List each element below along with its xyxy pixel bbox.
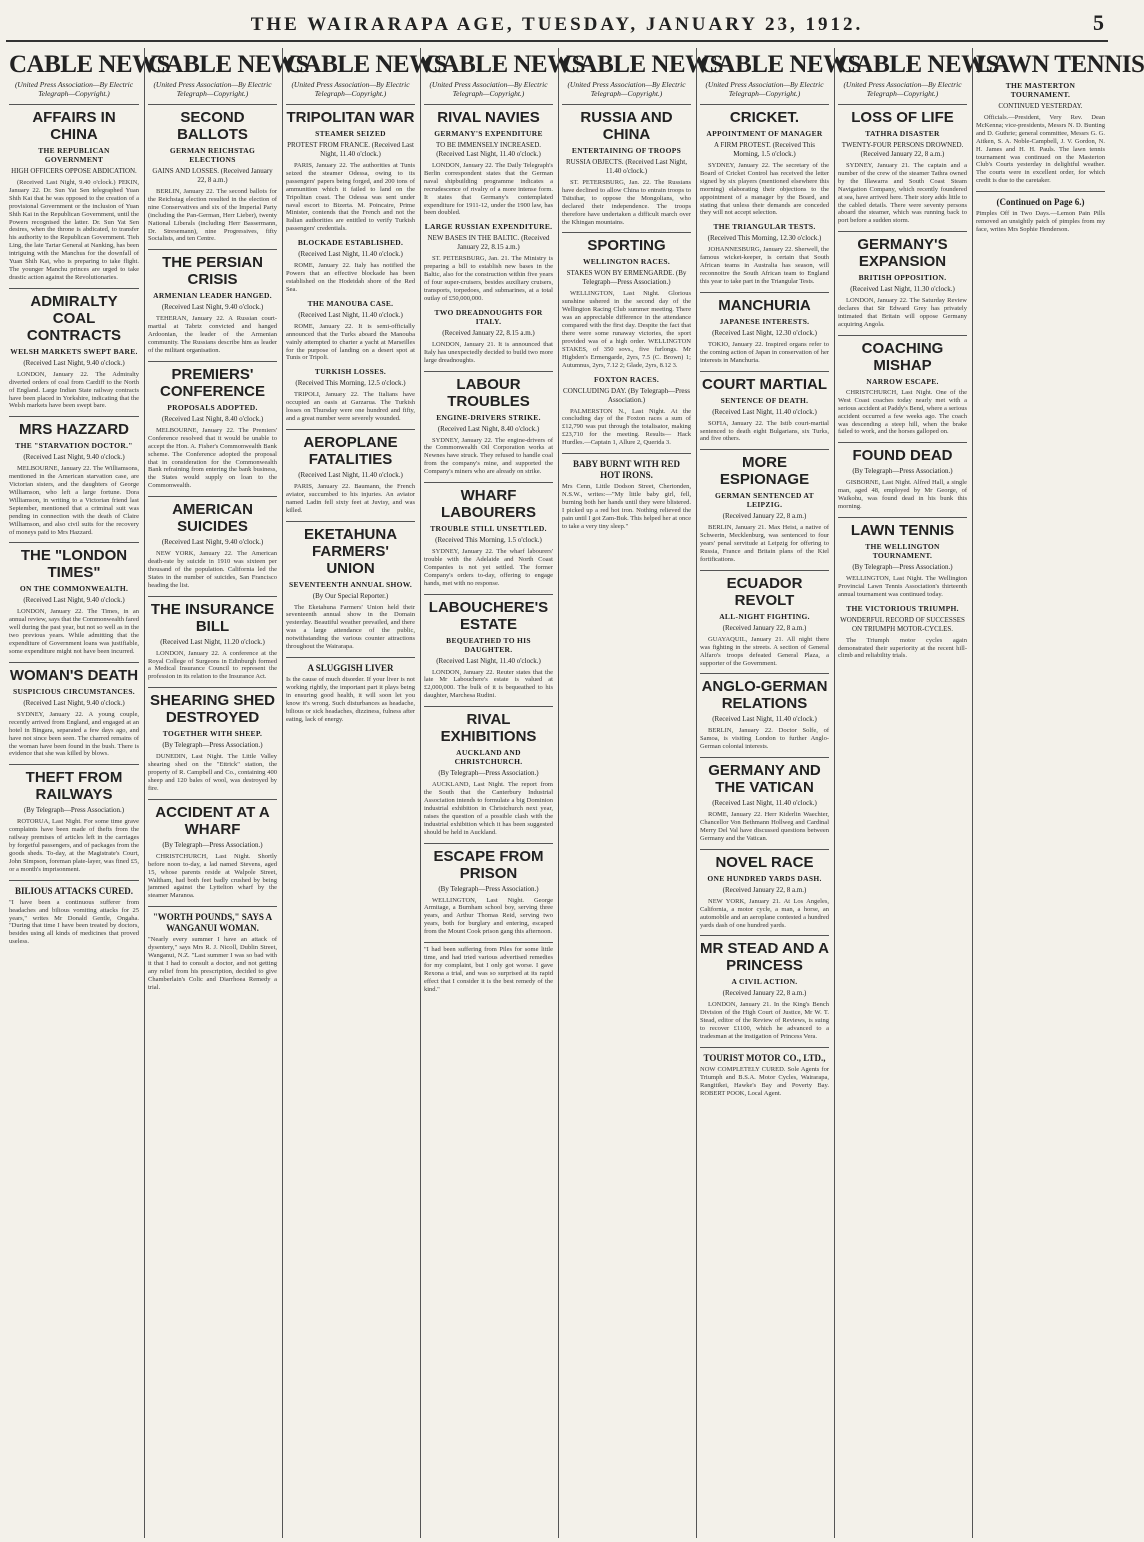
article-subhead: TWO DREADNOUGHTS FOR ITALY. — [434, 307, 543, 326]
article-subhead: WELSH MARKETS SWEPT BARE. — [10, 346, 138, 356]
article-subhead: AUCKLAND AND CHRISTCHURCH. — [454, 748, 523, 767]
news-article — [424, 594, 553, 701]
news-article — [838, 104, 967, 225]
article-dateline: (Received Last Night, 9.40 o'clock.) — [161, 303, 264, 312]
article-headline: ESCAPE FROM PRISON — [424, 843, 553, 882]
news-article — [424, 843, 553, 937]
article-headline: ANGLO-GERMAN RELATIONS — [700, 673, 829, 712]
article-subhead: STEAMER SEIZED — [315, 129, 386, 138]
news-article — [562, 104, 691, 226]
article-body: LONDON, January 22. The Saturday Review declares that Sir Edward Grey has privately intimated that Britain will oppose Germany acquiring Angola. — [838, 297, 967, 328]
column-heading: CABLE NEWS — [562, 51, 724, 78]
news-article — [424, 222, 553, 302]
article-headline: THEFT FROM RAILWAYS — [9, 764, 139, 803]
article-body: AUCKLAND, Last Night. The report from the South that the Canterbury Industrial Association intends to formulate a big Dominion industrial exhibition in Christchurch next year, raises the question of a possible clash with the industrial exhibition which it has been suggested should be held in Auckland. — [424, 781, 553, 836]
article-dateline: (Received Last Night, 11.40 o'clock.) — [712, 799, 817, 808]
news-article — [9, 288, 139, 411]
article-body: TRIPOLI, January 22. The Italians have occupied an oasis at Garzarua. The Turkish losses on Thursday were one hundred and fifty, and a great number were severely wounded. — [286, 391, 415, 423]
news-article — [148, 361, 277, 490]
article-dateline: (Received Last Night, 12.30 o'clock.) — [712, 328, 817, 337]
article-headline: COURT MARTIAL — [700, 371, 829, 393]
article-subhead: THE WELLINGTON TOURNAMENT. — [865, 541, 940, 560]
column-heading: LAWN TENNIS — [976, 51, 1144, 78]
article-subhead: THE TRIANGULAR TESTS. — [713, 222, 816, 232]
column-8 — [972, 48, 1144, 1538]
article-dateline: (By Telegraph—Press Association.) — [438, 769, 539, 778]
article-body: TOKIO, January 22. Inspired organs refer to the coming action of Japan in conservation of her interests in Manchuria. — [700, 340, 829, 364]
news-article — [9, 542, 139, 655]
article-body: Officials.—President, Very Rev. Dean McKenna; vice-presidents, Messrs N. D. Bunting and D. Guthrie; general committee, Messrs G. G. Aitken, S. A. Noble-Campbell, J. V. Gordon, N. H. James and H. H. Pauls. The lawn tennis tournament was continued on the Masterton Club's Courts yesterday in delightful weather. The courts were in excellent order, for which credit is due to the caretaker. — [976, 114, 1105, 185]
article-body: JOHANNESBURG, January 22. Sherwell, the famous wicket-keeper, is certain that South African teams in Australia has season, will reconnoitre the South African team to England this year to take part in the Triangular Tests. — [700, 246, 829, 285]
article-subhead: GERMAN REICHSTAG ELECTIONS — [169, 146, 256, 164]
article-body: NEW YORK, January 21. At Los Angeles, California, a motor cycle, a man, a horse, an automobile and an aeroplane contested a hundred yards dash of one hundred yards. — [700, 897, 829, 929]
news-article — [286, 104, 415, 233]
press-credit: (United Press Association—By Electric Telegraph—Copyright.) — [429, 80, 548, 98]
news-article — [9, 662, 139, 758]
article-headline: MR STEAD AND A PRINCESS — [700, 935, 829, 974]
article-subhead: THE "STARVATION DOCTOR." — [15, 441, 133, 451]
article-headline: THE INSURANCE BILL — [148, 596, 277, 635]
article-headline: SHEARING SHED DESTROYED — [148, 687, 277, 726]
article-subhead: TURKISH LOSSES. — [314, 367, 387, 377]
article-dateline: (By Telegraph—Press Association.) — [162, 840, 263, 849]
article-subhead: THE VICTORIOUS TRIUMPH. — [846, 603, 959, 613]
article-subhead: FOXTON RACES. — [593, 374, 660, 384]
article-dateline: (Received Last Night, 11.40 o'clock.) — [712, 715, 817, 724]
article-body: (Received Last Night, 9.40 o'clock.) PEKIN, January 22. Dr. Sun Yat Sen telegraphed Yuan Shih Kai that he was opposed to the creation of a provisional Government or the inclusion of Yuan Shih Kai in the Republican Government, until the Powers recognised the latter. Dr. Sun Yat Sen desires, when the throne is abdicated, to transfer his authority to the Republican Government. Tieh Ling, the late Tartar General at Nanking, has been intriguing with the Manchus for the downfall of Yuan Shih Kai, who is preparing to take flight. The younger Manchu princes are urged to take drastic action against the Revolutionaries. — [9, 179, 139, 281]
column-6 — [696, 48, 862, 1538]
article-subhead: ALL-NIGHT FIGHTING. — [719, 611, 810, 621]
article-body: WELLINGTON, Last Night. The Wellington Provincial Lawn Tennis Association's thirteenth annual tournament was continued today. — [838, 574, 967, 598]
advertisement-heading: BABY BURNT WITH RED HOT IRONS. — [572, 459, 681, 481]
press-credit: (United Press Association—By Electric Telegraph—Copyright.) — [705, 80, 824, 98]
news-article — [148, 104, 277, 243]
article-dateline: (Received January 22, 8 a.m.) — [722, 623, 807, 632]
article-subhead: GERMAN SENTENCED AT LEIPZIG. — [715, 491, 814, 510]
article-body: CHRISTCHURCH, Last Night. Shortly before noon to-day, a lad named Stevens, aged 15, whose parents reside at Walpole Street, Waltham, had both feet badly crushed by being jammed against the Lyttelton wharf by the steamer Maranoa. — [148, 852, 277, 900]
article-dateline: (Received Last Night, 9.40 o'clock.) — [23, 596, 125, 605]
article-dateline: (Received This Morning, 12.5 o'clock.) — [295, 379, 406, 388]
advertisement-body: NOW COMPLETELY CURED. Sole Agents for Triumph and B.S.A. Motor Cycles, Wairarapa, Rangitikei, Hawke's Bay and Poverty Bay. ROBERT POOK, Local Agent. — [700, 1065, 829, 1097]
article-subhead: NARROW ESCAPE. — [866, 376, 939, 386]
article-headline: SPORTING — [562, 232, 691, 254]
article-body: PALMERSTON N., Last Night. At the concluding day of the Foxton races a sum of £12,790 was put through the totalisator, making £23,710 for the meeting. Results— Hack Hurdles.—Captain 1, Allure 2, Querida 3. — [562, 407, 691, 447]
article-dateline: A FIRM PROTEST. (Received This Morning, 1.5 o'clock.) — [713, 141, 816, 158]
article-body: GISBORNE, Last Night. Alfred Hall, a single man, aged 48, employed by Mr George, of Waikohu, was found dead in his bunk this morning. — [838, 479, 967, 511]
article-subhead: THE MANOUBA CASE. — [307, 298, 394, 308]
article-body: ROME, January 22. It is semi-officially announced that the Turks aboard the Manouba vainly attempted to charter a yacht at Marseilles for the purpose of landing on a desert spot at Tunis or Tripoli. — [286, 322, 415, 362]
article-dateline: (By Telegraph—Press Association.) — [23, 806, 125, 815]
article-dateline: (Received January 22, 8 a.m.) — [722, 885, 807, 894]
article-headline: GERMANY'S EXPANSION — [838, 231, 967, 270]
news-article — [9, 416, 139, 536]
article-subhead: BRITISH OPPOSITION. — [858, 273, 947, 283]
article-subhead: ON THE COMMONWEALTH. — [19, 584, 129, 594]
news-article — [286, 299, 415, 363]
article-subhead: LARGE RUSSIAN EXPENDITURE. — [424, 222, 553, 232]
advertisement — [562, 453, 691, 530]
article-subhead: WELLINGTON RACES. — [582, 257, 671, 267]
article-headline: MRS HAZZARD — [9, 416, 139, 438]
advertisement — [148, 906, 277, 991]
news-article — [838, 517, 967, 599]
masthead-title: THE WAIRARAPA AGE, TUESDAY, JANUARY 23, 1912. — [250, 14, 864, 35]
article-subhead: PROPOSALS ADOPTED. — [167, 402, 258, 412]
article-body: PARIS, January 22. The authorities at Tunis seized the steamer Odessa, owing to its passengers' papers being forged, and 200 tons of ammunition which it failed to land on the Tripolitan coast. The Odessa was sent under naval escort to Bizerta. M. Poincaire, Prime Minister, contends that the French and not the Italian authorities are entitled to verify Turkish passengers' credentials. — [286, 162, 415, 233]
article-dateline: (By Telegraph—Press Association.) — [852, 467, 953, 476]
advertisement-heading: (Continued on Page 6.) — [996, 197, 1085, 208]
news-article — [700, 292, 829, 365]
column-heading: CABLE NEWS — [286, 51, 448, 78]
article-body: BERLIN, January 22. Doctor Solfe, of Samoa, is visiting London to further Anglo-German colonial interests. — [700, 727, 829, 751]
article-dateline: CONTINUED YESTERDAY. — [998, 102, 1083, 110]
column-3 — [282, 48, 448, 1538]
article-headline: RIVAL NAVIES — [424, 104, 553, 126]
article-body: PARIS, January 22. Baumann, the French aviator, succumbed to his injuries. An aviator named Ladin fell sixty feet at Juvisy, and was killed. — [286, 482, 415, 514]
article-body: SYDNEY, January 21. The captain and a number of the crew of the steamer Tathra owned by the Illawarra and South Coast Steam Navigation Company, which recently foundered at sea, have arrived here. Their story adds little to the cabled details. There were seventy persons aboard the steamer, which was running back to port before a sudden storm. — [838, 162, 967, 225]
press-credit: (United Press Association—By Electric Telegraph—Copyright.) — [843, 80, 962, 98]
article-body: MELBOURNE, January 22. The Premiers' Conference resolved that it would be unable to accept the Hon. A. Fisher's Commonwealth Bank scheme. The Conference adopted the proposal that in consideration for the Commonwealth Bank refraining from entering the bank business, the States would supply on loan to the Commonwealth. — [148, 426, 277, 490]
article-body: LONDON, January 22. The Daily Telegraph's Berlin correspondent states that the German naval shipbuilding programme indicates a recrudescence of rivalry of a more intense form. It states that Germany's contemplated expenditure for 1911-12, under the 1900 law, has been doubled. — [424, 162, 553, 217]
article-headline: EKETAHUNA FARMERS' UNION — [286, 521, 415, 577]
advertisement — [700, 1047, 829, 1098]
column-2 — [144, 48, 310, 1538]
article-dateline: (By Our Special Reporter.) — [312, 591, 389, 600]
article-body: BERLIN, January 21. Max Heist, a native of Schwerin, Mecklenburg, was sentenced to four years' penal servitude at Leipzig for offering to Russia, France and Britain plans of the Kiel fortifications. — [700, 524, 829, 563]
news-article — [700, 449, 829, 564]
article-headline: WHARF LABOURERS — [424, 482, 553, 521]
news-article — [286, 521, 415, 651]
article-body: ROTORUA, Last Night. For some time grave complaints have been made of thefts from the railway premises of articles left in the carriages by forgetful passengers, and of packages from the goods sheds. To-day, at the Magistrate's Court, John Simpson, foreman plate-layer, was fined £5, or a month's imprisonment. — [9, 818, 139, 873]
news-article — [838, 231, 967, 329]
article-dateline: (Received Last Night, 11.20 o'clock.) — [160, 637, 265, 646]
column-heading: CABLE NEWS — [424, 51, 586, 78]
article-dateline: (Received Last Night, 9.40 o'clock.) — [161, 538, 264, 547]
article-subhead: JAPANESE INTERESTS. — [719, 316, 810, 326]
article-body: WELLINGTON, Last Night. George Armitage, a Burnham school boy, serving three years, and Arthur Thomas Reid, serving two years, both for burglary and entering, escaped from the Mount Cook prison gang this afternoon. — [424, 896, 553, 936]
article-subhead: THE MASTERTON TOURNAMENT. — [1005, 81, 1076, 99]
article-headline: AMERICAN SUICIDES — [148, 496, 277, 535]
column-7 — [834, 48, 1000, 1538]
advertisement-heading: BILIOUS ATTACKS CURED. — [15, 885, 133, 896]
article-dateline: (Received Last Night, 11.40 o'clock.) — [298, 470, 403, 479]
advertisement — [424, 942, 553, 993]
news-article — [700, 935, 829, 1041]
article-body: LONDON, January 22. A conference at the Royal College of Surgeons in Edinburgh formed a Medical Insurance Council to represent the profession in its relation to the Insurance Act. — [148, 649, 277, 681]
news-article — [9, 104, 139, 282]
article-body: The Eketahuna Farmers' Union held their seventeenth annual show in the Domain yesterday. Beautiful weather prevailed, and there was a large attendance of the public, notwithstanding the various counter attractions throughout the Wairarapa. — [286, 603, 415, 651]
article-dateline: (Received Last Night, 11.40 o'clock.) — [298, 250, 403, 259]
column-4 — [420, 48, 586, 1538]
news-article — [148, 249, 277, 355]
article-dateline: STAKES WON BY ERMENGARDE. (By Telegraph—Press Association.) — [566, 269, 687, 287]
article-dateline: (Received January 22, 8 a.m.) — [722, 989, 807, 998]
article-subhead: BEQUEATHED TO HIS DAUGHTER. — [446, 635, 531, 654]
news-article — [700, 104, 829, 217]
article-headline: LABOUR TROUBLES — [424, 371, 553, 410]
article-subhead: SENTENCE OF DEATH. — [720, 395, 809, 405]
article-headline: SECOND BALLOTS — [148, 104, 277, 143]
article-body: WELLINGTON, Last Night. Glorious sunshine ushered in the second day of the Wellington Racing Club summer meeting. There was an appreciable difference in the attendance compared with the first day. Despite the fact that there were some runaway victories, the sport provided was of a high order. WELLINGTON STAKES, of 350 sovs., five furlongs. Mr Higbden's Ermengarde, 2yrs, 7.5 (C. Brown) 1; Autumnus, 2yrs, 7.12 2; Glade, 2yrs, 8.12 3. — [562, 290, 691, 369]
article-headline: NOVEL RACE — [700, 849, 829, 871]
article-body: BERLIN, January 22. The second ballots for the Reichstag election resulted in the election of nine Conservatives and six of the Imperial Party (including the Pan-German, Herr Lieber), twenty National Liberals (including Herr Bassermann, Dr. Stresemann), nine Progressives, fifty Socialists, and ten Centre. — [148, 188, 277, 243]
article-dateline: (Received Last Night, 8.40 o'clock.) — [437, 424, 540, 433]
press-credit: (United Press Association—By Electric Telegraph—Copyright.) — [14, 80, 134, 98]
press-credit: (United Press Association—By Electric Telegraph—Copyright.) — [291, 80, 410, 98]
column-1 — [6, 48, 171, 1538]
article-dateline: CONCLUDING DAY. (By Telegraph—Press Association.) — [563, 386, 690, 404]
article-dateline: (Received Last Night, 11.40 o'clock.) — [712, 407, 817, 416]
article-headline: LABOUCHERE'S ESTATE — [424, 594, 553, 633]
news-article — [976, 81, 1105, 185]
article-dateline: (By Telegraph—Press Association.) — [162, 741, 263, 750]
article-dateline: GAINS AND LOSSES. (Received January 22, 8 a.m.) — [152, 167, 273, 184]
advertisement-heading: TOURIST MOTOR CO., LTD., — [703, 1052, 826, 1063]
article-headline: FOUND DEAD — [838, 442, 967, 464]
article-dateline: NEW BASES IN THE BALTIC. (Received January 22, 8.15 a.m.) — [427, 234, 550, 252]
article-dateline: (Received Last Night, 8.40 o'clock.) — [161, 414, 264, 423]
article-dateline: TWENTY-FOUR PERSONS DROWNED. (Received January 22, 8 a.m.) — [841, 141, 964, 158]
article-subhead: A CIVIL ACTION. — [731, 977, 798, 987]
article-headline: CRICKET. — [700, 104, 829, 126]
article-body: LONDON, January 22. Reuter states that the late Mr Labouchere's estate is valued at £2,000,000. The bulk of it is bequeathed to his daughter, Marchesa Rudini. — [424, 668, 553, 700]
article-headline: ADMIRALTY COAL CONTRACTS — [9, 288, 139, 344]
column-heading: CABLE NEWS — [148, 51, 310, 78]
news-article — [148, 496, 277, 590]
news-article — [700, 673, 829, 751]
article-dateline: TO BE IMMENSELY INCREASED. (Received Last Night, 11.40 o'clock.) — [435, 141, 542, 158]
article-dateline: (By Telegraph—Press Association.) — [852, 562, 953, 571]
article-dateline: (Received Last Night, 11.30 o'clock.) — [850, 285, 955, 294]
news-article — [424, 371, 553, 477]
article-dateline: WONDERFUL RECORD OF SUCCESSES ON TRIUMPH MOTOR-CYCLES. — [840, 615, 965, 633]
article-body: SYDNEY, January 22. A young couple, recently arrived from England, and engaged at an hotel in Bingara, separated a few days ago, and have not since been seen. The charred remains of the woman have been found in the bush. There is evidence that she was killed by blows. — [9, 710, 139, 758]
news-article — [838, 442, 967, 511]
news-article — [838, 335, 967, 436]
article-headline: TRIPOLITAN WAR — [286, 104, 415, 126]
article-headline: ACCIDENT AT A WHARF — [148, 799, 277, 838]
article-body: ROME, January 22. Italy has notified the Powers that an effective blockade has been established on the Hodeidah shore of the Red Sea. — [286, 262, 415, 293]
article-subhead: TATHRA DISASTER — [865, 129, 940, 138]
article-body: TEHERAN, January 22. A Russian court-martial at Tabriz convicted and hanged Ardoonian, the leader of the Armenian community. The Russians describe him as leader of the militant organisation. — [148, 315, 277, 354]
news-article — [424, 706, 553, 836]
article-dateline: RUSSIA OBJECTS. (Received Last Night, 11.40 o'clock.) — [566, 158, 687, 175]
article-headline: THE "LONDON TIMES" — [9, 542, 139, 581]
column-heading: CABLE NEWS — [700, 51, 862, 78]
news-article — [562, 232, 691, 369]
news-article — [424, 104, 553, 217]
news-article — [700, 757, 829, 843]
article-subhead: THE REPUBLICAN GOVERNMENT — [38, 146, 110, 164]
article-headline: ECUADOR REVOLT — [700, 570, 829, 609]
article-dateline: (Received Last Night, 9.40 o'clock.) — [23, 453, 125, 462]
article-body: SYDNEY, January 22. The wharf labourers' trouble with the Adelaide and North Coast Companies is not yet settled. The former Company's orders to-day, offering to engage hands, met with no response. — [424, 548, 553, 587]
advertisement — [976, 191, 1105, 234]
article-headline: LAWN TENNIS — [838, 517, 967, 539]
article-body: MELBOURNE, January 22. The Williamsons, mentioned in the American starvation case, are Victorian sisters, and the daughters of George Williamson, who left a large fortune. Dora Williamson, in writing to a Victorian friend last September, mentioned that a criminal suit was pending in connection with the death of Claire Williamson, and also civil suits for the recovery of moneys paid to Mrs Hazzard. — [9, 465, 139, 536]
advertisement-body: "I had been suffering from Piles for some little time, and had tried various advertised remedies for my complaint, but I only got worse. I gave Rexona a trial, and was so surprised at its rapid effect that I consider it is the best remedy of the kind." — [424, 946, 553, 993]
article-headline: GERMANY AND THE VATICAN — [700, 757, 829, 796]
article-dateline: (Received Last Night, 11.40 o'clock.) — [298, 310, 403, 319]
column-heading: CABLE NEWS — [9, 51, 171, 78]
article-dateline: (Received Last Night, 9.40 o'clock.) — [23, 698, 125, 707]
news-article — [9, 764, 139, 873]
page-number: 5 — [1093, 10, 1104, 35]
article-dateline: (Received Last Night, 9.40 o'clock.) — [23, 358, 125, 367]
news-article — [424, 482, 553, 588]
news-article — [286, 429, 415, 515]
article-subhead: BLOCKADE ESTABLISHED. — [297, 238, 404, 248]
article-body: ST. PETERSBURG, Jan. 21. The Ministry is preparing a bill to establish new bases in the Baltic, also for the construction within five years of four super-cruisers, besides auxiliary cruisers, transports, torpedoes, and submarines, at a total outlay of £50,000,000. — [424, 255, 553, 302]
article-headline: WOMAN'S DEATH — [9, 662, 139, 684]
news-article — [286, 238, 415, 294]
article-body: SOFIA, January 22. The Istib court-martial sentenced to death eight Bulgarians, six Turks, and five others. — [700, 419, 829, 443]
news-article — [148, 799, 277, 900]
news-article — [424, 308, 553, 365]
article-headline: MORE ESPIONAGE — [700, 449, 829, 488]
article-dateline: (Received Last Night, 11.40 o'clock.) — [436, 656, 541, 665]
article-headline: RIVAL EXHIBITIONS — [424, 706, 553, 745]
advertisement-body: Pimples Off in Two Days.—Lemon Pain Pills removed an unsightly patch of pimples from my face, writes Mrs Sophie Henderson. — [976, 210, 1105, 233]
article-body: LONDON, January 22. The Times, in an annual review, says that the Commonwealth fared well during the past year, but not so well as in the two previous years. While admitting that the expenditure of Government loans was justifiable, some expenditure might not have been incurred. — [9, 608, 139, 655]
article-dateline: (Received January 22, 8.15 a.m.) — [442, 328, 535, 337]
column-heading: CABLE NEWS — [838, 51, 1000, 78]
article-headline: LOSS OF LIFE — [838, 104, 967, 126]
article-dateline: (Received January 22, 8 a.m.) — [722, 512, 807, 521]
article-body: DUNEDIN, Last Night. The Little Valley shearing shed on the "Ettrick" station, the property of R. Campbell and Co., containing 400 sheep and 120 bales of wool, was destroyed by fire. — [148, 753, 277, 792]
advertisement-heading: "WORTH POUNDS," SAYS A WANGANUI WOMAN. — [152, 912, 273, 934]
press-credit: (United Press Association—By Electric Telegraph—Copyright.) — [153, 80, 272, 98]
article-dateline: (Received This Morning, 1.5 o'clock.) — [435, 536, 542, 545]
article-body: ROME, January 22. Herr Kiderlin Waechter, Chancellor Von Bethmann Hollweg and Cardinal Merry Del Val have discussed questions between Germany and the Vatican. — [700, 811, 829, 842]
article-subhead: TROUBLE STILL UNSETTLED. — [430, 524, 547, 534]
article-body: LONDON, January 22. The Admiralty diverted orders of coal from Cardiff to the North of England. Large Indian State railway contracts have been placed in Yorkshire, indicating that the Welsh markets have been swept bare. — [9, 370, 139, 410]
article-body: CHRISTCHURCH, Last Night. One of the West Coast coaches today nearly met with a serious accident at Paddy's Bend, where a serious accident occurred a few weeks ago. The coach was descending a steep hill, when the brake failed to work, and the horses galloped on. — [838, 388, 967, 436]
advertisement-body: "Nearly every summer I have an attack of dysentery," says Mrs R. J. Nicoll, Dublin Street, Wanganui, N.Z. "Last summer I was so bad with it that I had to consult a doctor, and not getting any relief from his prescription, decided to give Chamberlain's Colic and Diarrhoea Remedy a trial. — [148, 936, 277, 991]
news-article — [148, 596, 277, 682]
advertisement-body: Is the cause of much disorder. If your liver is not working rightly, the important part it plays being in ensuring good health, it will soon let you know it's wrong. Such disturbances as headache, bilious or sick headaches, dizziness, fulness after eating, lack of energy. — [286, 676, 415, 723]
article-headline: MANCHURIA — [700, 292, 829, 314]
article-subhead: GERMANY'S EXPENDITURE — [434, 129, 543, 138]
article-headline: AEROPLANE FATALITIES — [286, 429, 415, 468]
news-article — [700, 222, 829, 286]
advertisement-body: "I have been a continuous sufferer from headaches and bilious vomiting attacks for 25 years," writes Mr Donald Gentle, Ongaha. "During that time I have been treated by doctors, besides using all kinds of medicines that proved useless. — [9, 898, 139, 946]
advertisement — [9, 880, 139, 946]
article-body: NEW YORK, January 22. The American death-rate by suicide in 1910 was sixteen per thousand of the population. California led the States in the number of suicides, San Francisco heading the list. — [148, 550, 277, 589]
news-article — [286, 367, 415, 423]
masthead-rule — [6, 40, 1108, 42]
news-article — [562, 375, 691, 448]
article-subhead: ENTERTAINING OF TROOPS — [571, 146, 682, 155]
article-headline: COACHING MISHAP — [838, 335, 967, 374]
article-headline: AFFAIRS IN CHINA — [9, 104, 139, 143]
article-subhead: SEVENTEENTH ANNUAL SHOW. — [289, 579, 412, 589]
news-article — [838, 604, 967, 661]
article-subhead: ENGINE-DRIVERS STRIKE. — [436, 412, 541, 422]
article-headline: THE PERSIAN CRISIS — [148, 249, 277, 288]
news-article — [148, 687, 277, 793]
article-subhead: ONE HUNDRED YARDS DASH. — [707, 873, 822, 883]
article-dateline: HIGH OFFICERS OPPOSE ABDICATION. — [11, 167, 137, 175]
article-subhead: SUSPICIOUS CIRCUMSTANCES. — [13, 686, 135, 696]
advertisement-body: Mrs Cenn, Little Dodson Street, Chertonden, N.S.W., writes:—"My little baby girl, fell, burning both her hands until they were blistered. I picked up a red hot iron. Nothing relieved the pain until I got Zam-Buk. This helped her at once to take a very tiny sleep." — [562, 483, 691, 530]
article-headline: PREMIERS' CONFERENCE — [148, 361, 277, 400]
article-dateline: (By Telegraph—Press Association.) — [438, 884, 539, 893]
article-body: The Triumph motor cycles again demonstrated their superiority at the recent hill-climb and reliability trials. — [838, 636, 967, 660]
article-subhead: TOGETHER WITH SHEEP. — [162, 729, 263, 739]
news-article — [700, 849, 829, 930]
news-article — [700, 371, 829, 444]
article-subhead: APPOINTMENT OF MANAGER — [706, 129, 823, 138]
column-5 — [558, 48, 724, 1538]
news-article — [700, 570, 829, 668]
article-body: ST. PETERSBURG, Jan. 22. The Russians have declined to allow China to entrain troops to Tsitsihar, to oppose the Mongolians, who declared their independence. The troops therefore have undertaken a difficult march over the Khingan mountains. — [562, 179, 691, 226]
article-body: GUAYAQUIL, January 21. All night there was fighting in the streets. A section of General Alfaro's troops defeated General Plaza, a supporter of the Government. — [700, 635, 829, 667]
article-dateline: PROTEST FROM FRANCE. (Received Last Night, 11.40 o'clock.) — [287, 141, 414, 158]
advertisement — [286, 657, 415, 723]
article-body: LONDON, January 21. In the King's Bench Division of the High Court of Justice, Mr W. T. Stead, editor of the Review of Reviews, is suing to recover £1100, which he advanced to a tradesman at the instigation of Princess Vera. — [700, 1001, 829, 1041]
press-credit: (United Press Association—By Electric Telegraph—Copyright.) — [567, 80, 686, 98]
article-body: SYDNEY, January 22. The secretary of the Board of Cricket Control has received the letter signed by six players (mentioned elsewhere this morning) elaborating their objections to the appointment of a manager by the Board, and stating that unless their demands are conceded they will not accept selection. — [700, 162, 829, 217]
masthead — [0, 0, 1114, 44]
article-body: LONDON, January 21. It is announced that Italy has unexpectedly decided to build two more large dreadnoughts. — [424, 340, 553, 364]
article-headline: RUSSIA AND CHINA — [562, 104, 691, 143]
article-subhead: ARMENIAN LEADER HANGED. — [153, 291, 272, 301]
article-dateline: (Received This Morning, 12.30 o'clock.) — [707, 234, 822, 243]
advertisement-heading: A SLUGGISH LIVER — [307, 663, 394, 673]
article-body: SYDNEY, January 22. The engine-drivers of the Commonwealth Oil Corporation works at Newnes have struck. They refused to handle coal from the company's mine, and supported the Company's miners who are already on strike. — [424, 436, 553, 476]
